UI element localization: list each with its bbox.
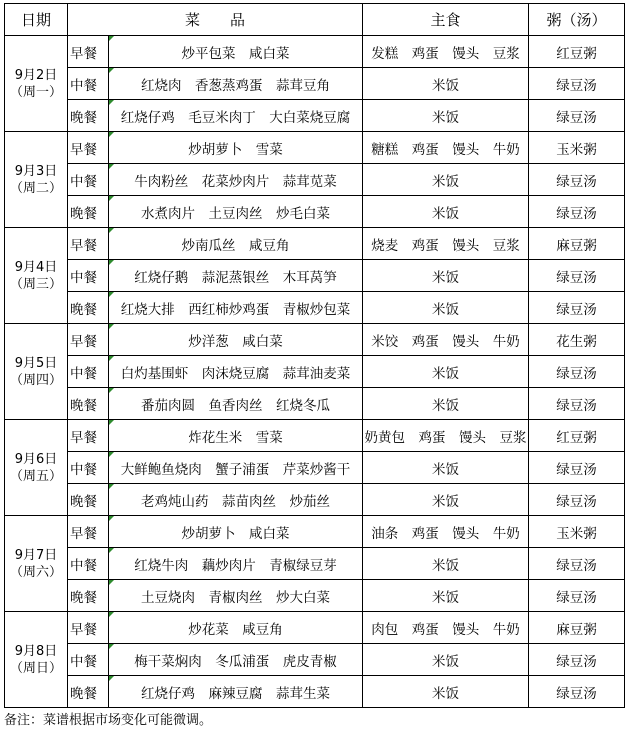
porridge-cell: 绿豆汤 bbox=[529, 100, 625, 132]
porridge-cell: 麻豆粥 bbox=[529, 612, 625, 644]
porridge-cell: 绿豆汤 bbox=[529, 68, 625, 100]
porridge-cell: 麻豆粥 bbox=[529, 228, 625, 260]
footnote: 备注：菜谱根据市场变化可能微调。 bbox=[4, 713, 213, 728]
dishes-cell: 炒平包菜 咸白菜 bbox=[109, 36, 363, 68]
staple-cell: 米饭 bbox=[363, 292, 529, 324]
meal-cell: 早餐 bbox=[68, 420, 109, 452]
porridge-cell: 玉米粥 bbox=[529, 516, 625, 548]
dishes-cell: 红烧大排 西红柿炒鸡蛋 青椒炒包菜 bbox=[109, 292, 363, 324]
staple-cell: 米饭 bbox=[363, 100, 529, 132]
weekday-text: （周六） bbox=[9, 564, 62, 580]
porridge-cell: 绿豆汤 bbox=[529, 196, 625, 228]
dishes-cell: 红烧仔鸡 毛豆米肉丁 大白菜烧豆腐 bbox=[109, 100, 363, 132]
weekly-menu-table bbox=[4, 3, 625, 708]
menu-body bbox=[5, 4, 625, 708]
meal-row bbox=[5, 420, 625, 452]
header-date: 日期 bbox=[5, 4, 68, 36]
meal-cell: 晚餐 bbox=[68, 484, 109, 516]
dishes-cell: 老鸡炖山药 蒜苗肉丝 炒茄丝 bbox=[109, 484, 363, 516]
meal-row bbox=[5, 196, 625, 228]
staple-cell: 奶黄包 鸡蛋 馒头 豆浆 bbox=[363, 420, 529, 452]
date-cell bbox=[5, 420, 68, 516]
date-cell bbox=[5, 228, 68, 324]
staple-cell: 米饭 bbox=[363, 164, 529, 196]
date-text: 9月7日 bbox=[14, 547, 58, 563]
porridge-cell: 绿豆汤 bbox=[529, 388, 625, 420]
meal-cell: 晚餐 bbox=[68, 580, 109, 612]
meal-row bbox=[5, 356, 625, 388]
meal-row bbox=[5, 612, 625, 644]
porridge-cell: 绿豆汤 bbox=[529, 356, 625, 388]
dishes-cell: 炒胡萝卜 雪菜 bbox=[109, 132, 363, 164]
porridge-cell: 玉米粥 bbox=[529, 132, 625, 164]
staple-cell: 油条 鸡蛋 馒头 牛奶 bbox=[363, 516, 529, 548]
meal-cell: 中餐 bbox=[68, 68, 109, 100]
meal-row bbox=[5, 36, 625, 68]
dishes-cell: 红烧牛肉 藕炒肉片 青椒绿豆芽 bbox=[109, 548, 363, 580]
porridge-cell: 绿豆汤 bbox=[529, 260, 625, 292]
meal-cell: 中餐 bbox=[68, 452, 109, 484]
dishes-cell: 红烧仔鸡 麻辣豆腐 蒜茸生菜 bbox=[109, 676, 363, 708]
header-porridge: 粥（汤） bbox=[529, 4, 625, 36]
meal-row bbox=[5, 260, 625, 292]
staple-cell: 米饭 bbox=[363, 196, 529, 228]
porridge-cell: 绿豆汤 bbox=[529, 548, 625, 580]
dishes-cell: 红烧仔鹅 蒜泥蒸银丝 木耳莴笋 bbox=[109, 260, 363, 292]
meal-cell: 早餐 bbox=[68, 132, 109, 164]
date-text: 9月6日 bbox=[14, 451, 58, 467]
porridge-cell: 绿豆汤 bbox=[529, 676, 625, 708]
dishes-cell: 炒胡萝卜 咸白菜 bbox=[109, 516, 363, 548]
header-dishes: 菜 品 bbox=[68, 4, 363, 36]
date-cell bbox=[5, 132, 68, 228]
dishes-cell: 炒花菜 咸豆角 bbox=[109, 612, 363, 644]
header-staple: 主食 bbox=[363, 4, 529, 36]
meal-cell: 早餐 bbox=[68, 228, 109, 260]
meal-row bbox=[5, 676, 625, 708]
staple-cell: 米饭 bbox=[363, 676, 529, 708]
porridge-cell: 绿豆汤 bbox=[529, 164, 625, 196]
header-row bbox=[5, 4, 625, 36]
weekday-text: （周日） bbox=[9, 660, 62, 676]
weekday-text: （周一） bbox=[9, 84, 62, 100]
weekday-text: （周二） bbox=[9, 180, 62, 196]
date-text: 9月5日 bbox=[14, 355, 58, 371]
meal-row bbox=[5, 100, 625, 132]
staple-cell: 米饭 bbox=[363, 452, 529, 484]
date-cell bbox=[5, 516, 68, 612]
date-cell bbox=[5, 612, 68, 708]
meal-row bbox=[5, 452, 625, 484]
meal-row bbox=[5, 164, 625, 196]
dishes-cell: 大鲜鲍鱼烧肉 蟹子浦蛋 芹菜炒酱干 bbox=[109, 452, 363, 484]
meal-row bbox=[5, 644, 625, 676]
weekday-text: （周五） bbox=[9, 468, 62, 484]
meal-cell: 早餐 bbox=[68, 324, 109, 356]
date-text: 9月2日 bbox=[14, 67, 58, 83]
staple-cell: 米饭 bbox=[363, 484, 529, 516]
dishes-cell: 梅干菜焖肉 冬瓜浦蛋 虎皮青椒 bbox=[109, 644, 363, 676]
porridge-cell: 绿豆汤 bbox=[529, 452, 625, 484]
date-cell bbox=[5, 36, 68, 132]
meal-cell: 早餐 bbox=[68, 516, 109, 548]
meal-cell: 早餐 bbox=[68, 612, 109, 644]
dishes-cell: 炒南瓜丝 咸豆角 bbox=[109, 228, 363, 260]
meal-row bbox=[5, 292, 625, 324]
meal-cell: 晚餐 bbox=[68, 292, 109, 324]
porridge-cell: 红豆粥 bbox=[529, 420, 625, 452]
date-text: 9月3日 bbox=[14, 163, 58, 179]
meal-cell: 晚餐 bbox=[68, 100, 109, 132]
meal-row bbox=[5, 132, 625, 164]
meal-cell: 早餐 bbox=[68, 36, 109, 68]
dishes-cell: 炒洋葱 咸白菜 bbox=[109, 324, 363, 356]
staple-cell: 米饭 bbox=[363, 356, 529, 388]
staple-cell: 米饭 bbox=[363, 260, 529, 292]
meal-cell: 中餐 bbox=[68, 644, 109, 676]
dishes-cell: 牛肉粉丝 花菜炒肉片 蒜茸苋菜 bbox=[109, 164, 363, 196]
meal-row bbox=[5, 388, 625, 420]
dishes-cell: 白灼基围虾 肉沫烧豆腐 蒜茸油麦菜 bbox=[109, 356, 363, 388]
dishes-cell: 番茄肉圆 鱼香肉丝 红烧冬瓜 bbox=[109, 388, 363, 420]
meal-cell: 晚餐 bbox=[68, 196, 109, 228]
meal-row bbox=[5, 516, 625, 548]
porridge-cell: 绿豆汤 bbox=[529, 644, 625, 676]
porridge-cell: 绿豆汤 bbox=[529, 484, 625, 516]
date-text: 9月8日 bbox=[14, 643, 58, 659]
staple-cell: 米饭 bbox=[363, 644, 529, 676]
dishes-cell: 炸花生米 雪菜 bbox=[109, 420, 363, 452]
meal-row bbox=[5, 548, 625, 580]
meal-row bbox=[5, 68, 625, 100]
meal-cell: 中餐 bbox=[68, 356, 109, 388]
porridge-cell: 绿豆汤 bbox=[529, 292, 625, 324]
meal-cell: 中餐 bbox=[68, 164, 109, 196]
staple-cell: 米饭 bbox=[363, 388, 529, 420]
weekday-text: （周三） bbox=[9, 276, 62, 292]
dishes-cell: 水煮肉片 土豆肉丝 炒毛白菜 bbox=[109, 196, 363, 228]
meal-row bbox=[5, 324, 625, 356]
staple-cell: 发糕 鸡蛋 馒头 豆浆 bbox=[363, 36, 529, 68]
weekday-text: （周四） bbox=[9, 372, 62, 388]
dishes-cell: 土豆烧肉 青椒肉丝 炒大白菜 bbox=[109, 580, 363, 612]
staple-cell: 米饺 鸡蛋 馒头 牛奶 bbox=[363, 324, 529, 356]
meal-cell: 中餐 bbox=[68, 260, 109, 292]
porridge-cell: 花生粥 bbox=[529, 324, 625, 356]
staple-cell: 米饭 bbox=[363, 580, 529, 612]
staple-cell: 米饭 bbox=[363, 548, 529, 580]
staple-cell: 烧麦 鸡蛋 馒头 豆浆 bbox=[363, 228, 529, 260]
porridge-cell: 绿豆汤 bbox=[529, 580, 625, 612]
staple-cell: 米饭 bbox=[363, 68, 529, 100]
date-text: 9月4日 bbox=[14, 259, 58, 275]
meal-row bbox=[5, 580, 625, 612]
dishes-cell: 红烧肉 香葱蒸鸡蛋 蒜茸豆角 bbox=[109, 68, 363, 100]
date-cell bbox=[5, 324, 68, 420]
meal-row bbox=[5, 228, 625, 260]
meal-row bbox=[5, 484, 625, 516]
staple-cell: 糖糕 鸡蛋 馒头 牛奶 bbox=[363, 132, 529, 164]
meal-cell: 中餐 bbox=[68, 548, 109, 580]
staple-cell: 肉包 鸡蛋 馒头 牛奶 bbox=[363, 612, 529, 644]
meal-cell: 晚餐 bbox=[68, 676, 109, 708]
porridge-cell: 红豆粥 bbox=[529, 36, 625, 68]
meal-cell: 晚餐 bbox=[68, 388, 109, 420]
